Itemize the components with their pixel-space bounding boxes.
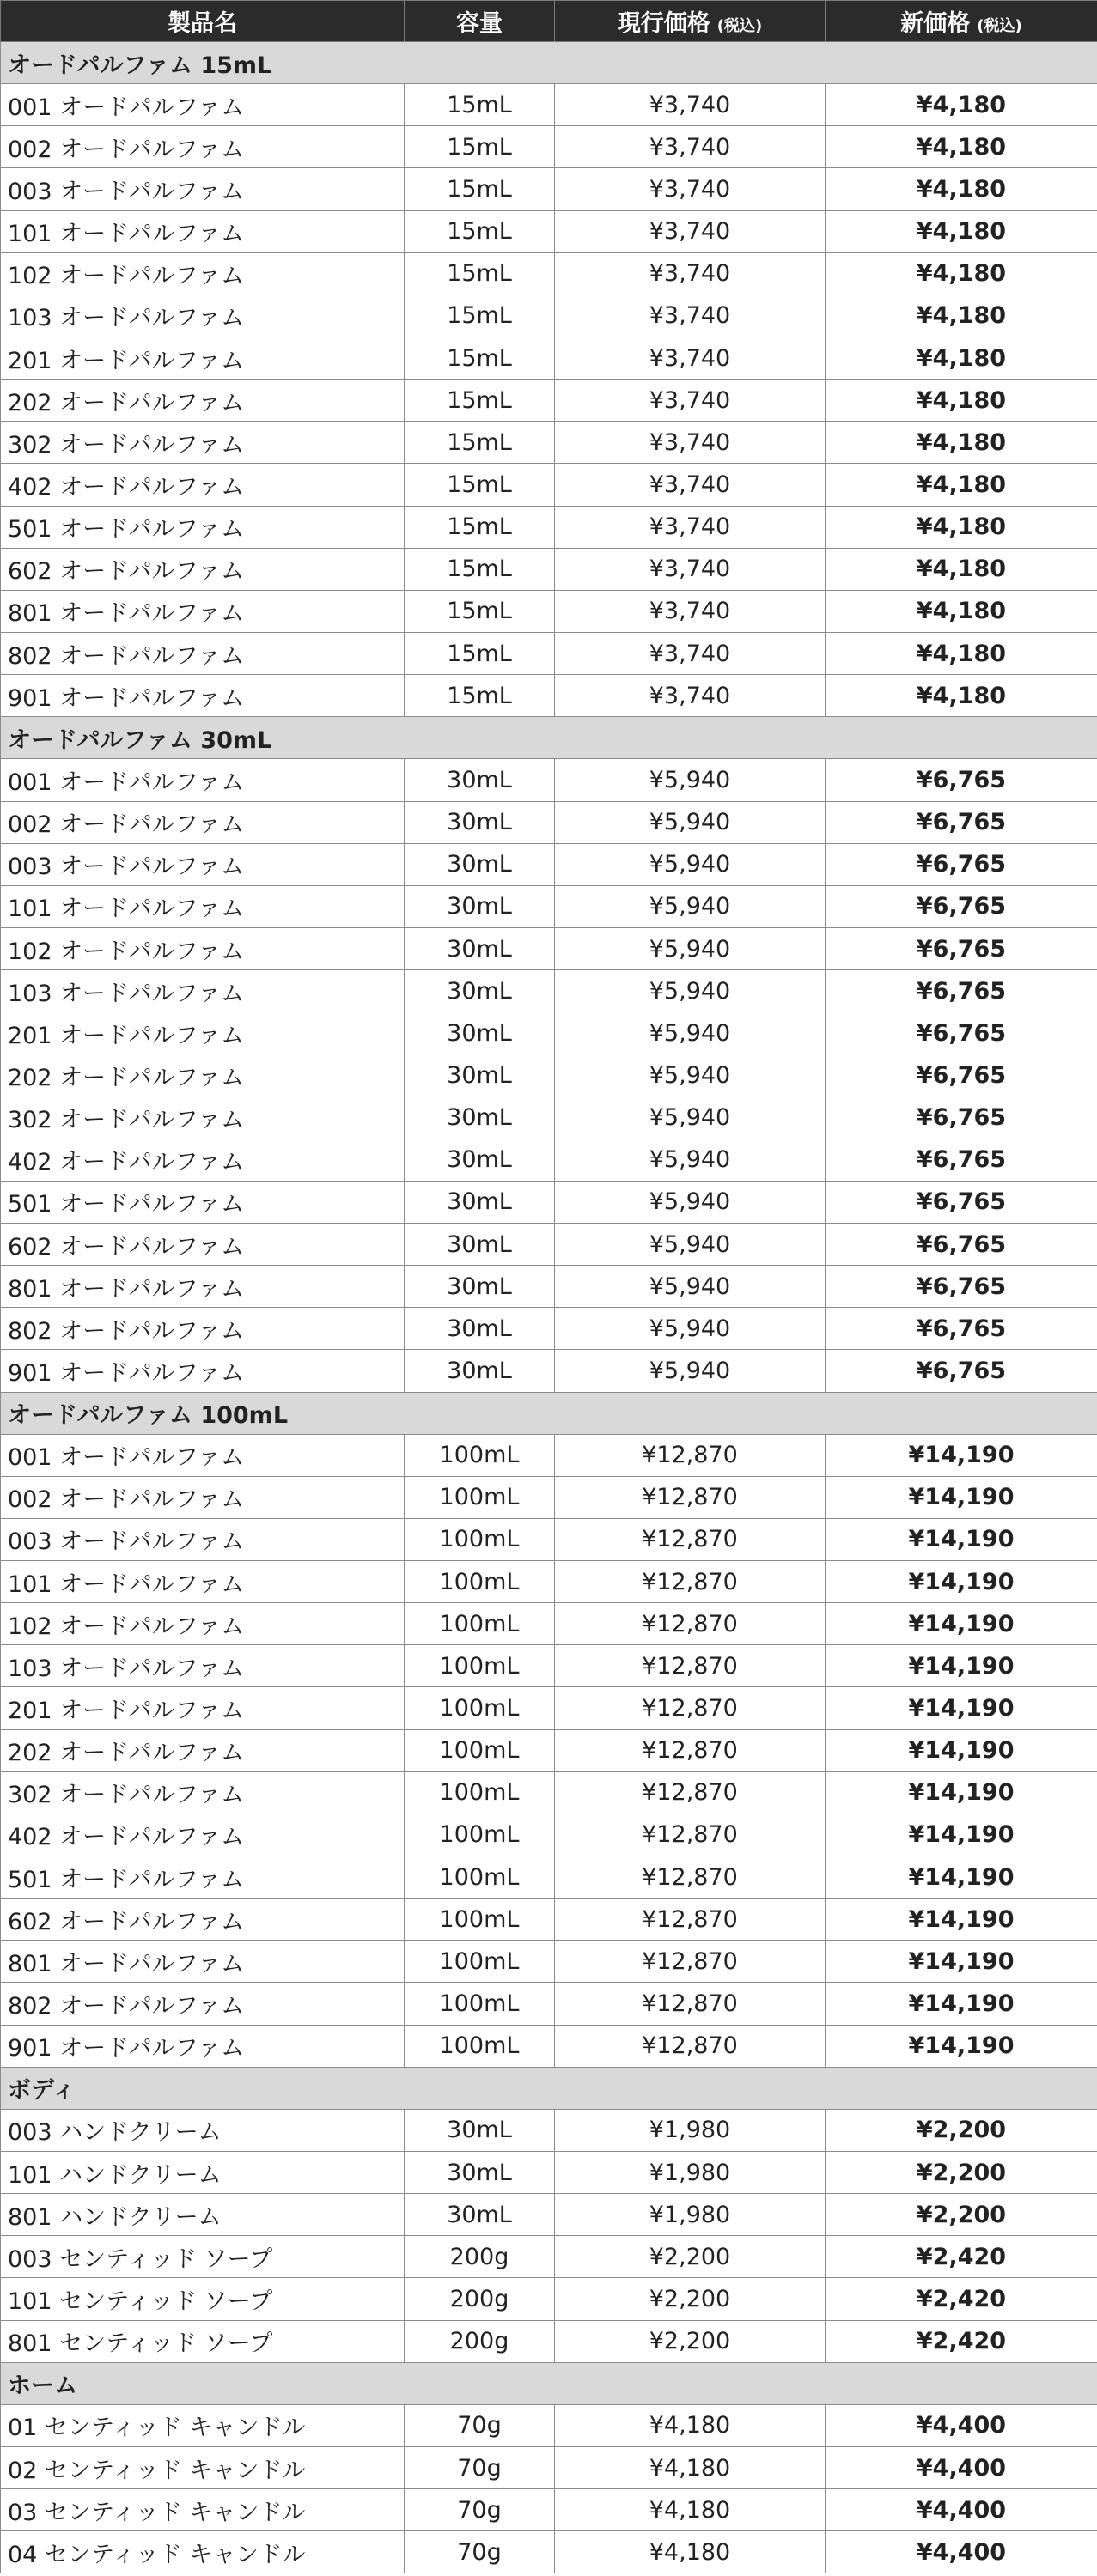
capacity-cell: 70g: [405, 2531, 555, 2573]
new-price-cell: ¥2,420: [826, 2320, 1097, 2362]
new-price-cell: ¥4,180: [826, 126, 1097, 168]
table-row: [1, 1518, 1097, 1560]
capacity-cell: 100mL: [405, 1899, 555, 1941]
header-new-price-note: (税込): [977, 17, 1022, 35]
table-row: [1, 2236, 1097, 2278]
table-row: [1, 1266, 1097, 1308]
table-row: [1, 210, 1097, 252]
table-row: [1, 801, 1097, 843]
table-row: [1, 590, 1097, 632]
section-row: [1, 42, 1097, 84]
current-price-cell: ¥12,870: [555, 2025, 826, 2067]
table-row: [1, 885, 1097, 927]
product-name-cell: 802 オードパルファム: [1, 632, 405, 674]
new-price-cell: ¥2,200: [826, 2152, 1097, 2194]
current-price-cell: ¥12,870: [555, 1561, 826, 1603]
product-name-cell: 201 オードパルファム: [1, 1687, 405, 1729]
capacity-cell: 100mL: [405, 1729, 555, 1771]
section-row: [1, 1392, 1097, 1434]
table-row: [1, 2489, 1097, 2531]
current-price-cell: ¥12,870: [555, 1729, 826, 1771]
new-price-cell: ¥14,190: [826, 1561, 1097, 1603]
product-name-cell: 801 センティッド ソープ: [1, 2320, 405, 2362]
current-price-cell: ¥2,200: [555, 2278, 826, 2320]
table-row: [1, 2194, 1097, 2236]
capacity-cell: 15mL: [405, 464, 555, 506]
current-price-cell: ¥5,940: [555, 1012, 826, 1054]
capacity-cell: 100mL: [405, 1983, 555, 2025]
product-name-cell: 602 オードパルファム: [1, 548, 405, 590]
current-price-cell: ¥3,740: [555, 337, 826, 379]
product-name-cell: 003 オードパルファム: [1, 168, 405, 210]
current-price-cell: ¥12,870: [555, 1687, 826, 1729]
capacity-cell: 30mL: [405, 1097, 555, 1139]
product-name-cell: 102 オードパルファム: [1, 927, 405, 969]
product-name-cell: 003 オードパルファム: [1, 1518, 405, 1560]
header-current-price: [555, 1, 826, 42]
new-price-cell: ¥4,180: [826, 632, 1097, 674]
current-price-cell: ¥3,740: [555, 632, 826, 674]
current-price-cell: ¥5,940: [555, 885, 826, 927]
new-price-cell: ¥14,190: [826, 1771, 1097, 1814]
product-name-cell: 602 オードパルファム: [1, 1223, 405, 1265]
new-price-cell: ¥4,180: [826, 252, 1097, 295]
current-price-cell: ¥1,980: [555, 2109, 826, 2151]
product-name-cell: 002 オードパルファム: [1, 801, 405, 843]
capacity-cell: 15mL: [405, 210, 555, 252]
new-price-cell: ¥6,765: [826, 1223, 1097, 1265]
new-price-cell: ¥14,190: [826, 1941, 1097, 1983]
product-name-cell: 501 オードパルファム: [1, 1181, 405, 1223]
product-name-cell: 01 センティッド キャンドル: [1, 2404, 405, 2446]
product-name-cell: 801 オードパルファム: [1, 1266, 405, 1308]
table-row: [1, 970, 1097, 1012]
table-row: [1, 1814, 1097, 1856]
capacity-cell: 30mL: [405, 1181, 555, 1223]
new-price-cell: ¥6,765: [826, 759, 1097, 801]
current-price-cell: ¥5,940: [555, 1181, 826, 1223]
current-price-cell: ¥12,870: [555, 1434, 826, 1476]
new-price-cell: ¥14,190: [826, 2025, 1097, 2067]
product-name-cell: 901 オードパルファム: [1, 2025, 405, 2067]
current-price-cell: ¥3,740: [555, 590, 826, 632]
capacity-cell: 15mL: [405, 380, 555, 422]
new-price-cell: ¥4,400: [826, 2404, 1097, 2446]
product-name-cell: 001 オードパルファム: [1, 84, 405, 126]
product-name-cell: 202 オードパルファム: [1, 1054, 405, 1097]
capacity-cell: 30mL: [405, 885, 555, 927]
new-price-cell: ¥2,420: [826, 2236, 1097, 2278]
current-price-cell: ¥5,940: [555, 927, 826, 969]
capacity-cell: 100mL: [405, 1771, 555, 1814]
current-price-cell: ¥12,870: [555, 1603, 826, 1645]
current-price-cell: ¥3,740: [555, 295, 826, 337]
capacity-cell: 30mL: [405, 1012, 555, 1054]
new-price-cell: ¥4,180: [826, 210, 1097, 252]
product-name-cell: 302 オードパルファム: [1, 1771, 405, 1814]
table-row: [1, 1097, 1097, 1139]
capacity-cell: 100mL: [405, 1603, 555, 1645]
table-row: [1, 380, 1097, 422]
table-row: [1, 1434, 1097, 1476]
current-price-cell: ¥3,740: [555, 422, 826, 464]
table-row: [1, 1687, 1097, 1729]
current-price-cell: ¥4,180: [555, 2489, 826, 2531]
capacity-cell: 15mL: [405, 590, 555, 632]
new-price-cell: ¥14,190: [826, 1899, 1097, 1941]
capacity-cell: 15mL: [405, 337, 555, 379]
new-price-cell: ¥6,765: [826, 1139, 1097, 1181]
table-row: [1, 632, 1097, 674]
capacity-cell: 15mL: [405, 675, 555, 717]
table-row: [1, 1223, 1097, 1265]
table-header: [1, 1, 1097, 42]
capacity-cell: 100mL: [405, 1561, 555, 1603]
product-name-cell: 101 オードパルファム: [1, 885, 405, 927]
new-price-cell: ¥4,180: [826, 464, 1097, 506]
product-name-cell: 04 センティッド キャンドル: [1, 2531, 405, 2573]
current-price-cell: ¥5,940: [555, 970, 826, 1012]
new-price-cell: ¥6,765: [826, 1012, 1097, 1054]
capacity-cell: 30mL: [405, 970, 555, 1012]
capacity-cell: 70g: [405, 2404, 555, 2446]
product-name-cell: 801 オードパルファム: [1, 590, 405, 632]
table-row: [1, 1645, 1097, 1687]
capacity-cell: 100mL: [405, 1476, 555, 1518]
new-price-cell: ¥6,765: [826, 885, 1097, 927]
product-name-cell: 002 オードパルファム: [1, 1476, 405, 1518]
current-price-cell: ¥3,740: [555, 548, 826, 590]
capacity-cell: 100mL: [405, 1814, 555, 1856]
current-price-cell: ¥4,180: [555, 2531, 826, 2573]
new-price-cell: ¥2,200: [826, 2109, 1097, 2151]
product-name-cell: 302 オードパルファム: [1, 1097, 405, 1139]
product-name-cell: 202 オードパルファム: [1, 380, 405, 422]
product-name-cell: 103 オードパルファム: [1, 1645, 405, 1687]
current-price-cell: ¥5,940: [555, 1223, 826, 1265]
capacity-cell: 70g: [405, 2447, 555, 2489]
current-price-cell: ¥12,870: [555, 1476, 826, 1518]
capacity-cell: 30mL: [405, 2152, 555, 2194]
product-name-cell: 102 オードパルファム: [1, 252, 405, 295]
table-row: [1, 1603, 1097, 1645]
product-name-cell: 101 オードパルファム: [1, 210, 405, 252]
new-price-cell: ¥4,180: [826, 380, 1097, 422]
table-row: [1, 1561, 1097, 1603]
table-body: [1, 42, 1097, 2573]
new-price-cell: ¥14,190: [826, 1476, 1097, 1518]
product-name-cell: 801 オードパルファム: [1, 1941, 405, 1983]
capacity-cell: 30mL: [405, 759, 555, 801]
new-price-cell: ¥6,765: [826, 801, 1097, 843]
table-row: [1, 2531, 1097, 2573]
current-price-cell: ¥3,740: [555, 506, 826, 548]
product-name-cell: 402 オードパルファム: [1, 1814, 405, 1856]
product-name-cell: 602 オードパルファム: [1, 1899, 405, 1941]
new-price-cell: ¥4,180: [826, 168, 1097, 210]
current-price-cell: ¥5,940: [555, 759, 826, 801]
table-row: [1, 927, 1097, 969]
capacity-cell: 30mL: [405, 1139, 555, 1181]
current-price-cell: ¥5,940: [555, 1308, 826, 1350]
product-name-cell: 03 センティッド キャンドル: [1, 2489, 405, 2531]
current-price-cell: ¥4,180: [555, 2404, 826, 2446]
table-row: [1, 1054, 1097, 1097]
product-name-cell: 201 オードパルファム: [1, 1012, 405, 1054]
current-price-cell: ¥12,870: [555, 1856, 826, 1899]
table-row: [1, 2320, 1097, 2362]
current-price-cell: ¥3,740: [555, 252, 826, 295]
capacity-cell: 100mL: [405, 1434, 555, 1476]
current-price-cell: ¥1,980: [555, 2152, 826, 2194]
table-row: [1, 759, 1097, 801]
table-row: [1, 252, 1097, 295]
current-price-cell: ¥3,740: [555, 380, 826, 422]
current-price-cell: ¥2,200: [555, 2236, 826, 2278]
table-row: [1, 2278, 1097, 2320]
product-name-cell: 002 オードパルファム: [1, 126, 405, 168]
capacity-cell: 15mL: [405, 506, 555, 548]
new-price-cell: ¥4,180: [826, 295, 1097, 337]
product-name-cell: 103 オードパルファム: [1, 295, 405, 337]
section-title: オードパルファム 15mL: [1, 42, 1097, 84]
current-price-cell: ¥5,940: [555, 843, 826, 885]
table-row: [1, 1771, 1097, 1814]
product-name-cell: 901 オードパルファム: [1, 675, 405, 717]
current-price-cell: ¥3,740: [555, 210, 826, 252]
product-name-cell: 302 オードパルファム: [1, 422, 405, 464]
new-price-cell: ¥14,190: [826, 1814, 1097, 1856]
capacity-cell: 30mL: [405, 1350, 555, 1392]
capacity-cell: 200g: [405, 2320, 555, 2362]
product-name-cell: 003 センティッド ソープ: [1, 2236, 405, 2278]
product-name-cell: 901 オードパルファム: [1, 1350, 405, 1392]
table-row: [1, 1899, 1097, 1941]
table-row: [1, 2152, 1097, 2194]
current-price-cell: ¥12,870: [555, 1814, 826, 1856]
current-price-cell: ¥5,940: [555, 801, 826, 843]
table-row: [1, 422, 1097, 464]
table-row: [1, 506, 1097, 548]
product-name-cell: 801 ハンドクリーム: [1, 2194, 405, 2236]
capacity-cell: 100mL: [405, 1645, 555, 1687]
new-price-cell: ¥4,180: [826, 506, 1097, 548]
current-price-cell: ¥3,740: [555, 168, 826, 210]
capacity-cell: 15mL: [405, 632, 555, 674]
new-price-cell: ¥4,180: [826, 422, 1097, 464]
current-price-cell: ¥3,740: [555, 84, 826, 126]
capacity-cell: 30mL: [405, 1266, 555, 1308]
capacity-cell: 70g: [405, 2489, 555, 2531]
header-new-price: [826, 1, 1097, 42]
table-row: [1, 1308, 1097, 1350]
table-row: [1, 1941, 1097, 1983]
new-price-cell: ¥4,180: [826, 548, 1097, 590]
current-price-cell: ¥12,870: [555, 1518, 826, 1560]
new-price-cell: ¥4,180: [826, 337, 1097, 379]
new-price-cell: ¥14,190: [826, 1729, 1097, 1771]
capacity-cell: 30mL: [405, 1223, 555, 1265]
current-price-cell: ¥4,180: [555, 2447, 826, 2489]
table-row: [1, 295, 1097, 337]
product-name-cell: 101 オードパルファム: [1, 1561, 405, 1603]
section-title: オードパルファム 100mL: [1, 1392, 1097, 1434]
header-current-price-note: (税込): [716, 17, 763, 35]
capacity-cell: 100mL: [405, 1687, 555, 1729]
capacity-cell: 15mL: [405, 168, 555, 210]
current-price-cell: ¥12,870: [555, 1899, 826, 1941]
new-price-cell: ¥14,190: [826, 1434, 1097, 1476]
product-name-cell: 202 オードパルファム: [1, 1729, 405, 1771]
product-name-cell: 501 オードパルファム: [1, 506, 405, 548]
table-row: [1, 2447, 1097, 2489]
current-price-cell: ¥12,870: [555, 1645, 826, 1687]
product-name-cell: 103 オードパルファム: [1, 970, 405, 1012]
new-price-cell: ¥14,190: [826, 1518, 1097, 1560]
new-price-cell: ¥14,190: [826, 1603, 1097, 1645]
capacity-cell: 100mL: [405, 1856, 555, 1899]
product-name-cell: 501 オードパルファム: [1, 1856, 405, 1899]
product-name-cell: 802 オードパルファム: [1, 1308, 405, 1350]
current-price-cell: ¥5,940: [555, 1054, 826, 1097]
new-price-cell: ¥6,765: [826, 1350, 1097, 1392]
current-price-cell: ¥3,740: [555, 675, 826, 717]
header-row: [1, 1, 1097, 42]
new-price-cell: ¥6,765: [826, 1308, 1097, 1350]
section-title: オードパルファム 30mL: [1, 717, 1097, 759]
product-name-cell: 101 ハンドクリーム: [1, 2152, 405, 2194]
table-row: [1, 464, 1097, 506]
product-name-cell: 201 オードパルファム: [1, 337, 405, 379]
table-row: [1, 126, 1097, 168]
capacity-cell: 30mL: [405, 801, 555, 843]
product-name-cell: 102 オードパルファム: [1, 1603, 405, 1645]
table-row: [1, 548, 1097, 590]
table-row: [1, 2025, 1097, 2067]
new-price-cell: ¥6,765: [826, 927, 1097, 969]
table-row: [1, 337, 1097, 379]
header-capacity: [405, 1, 555, 42]
capacity-cell: 15mL: [405, 126, 555, 168]
product-name-cell: 001 オードパルファム: [1, 759, 405, 801]
current-price-cell: ¥12,870: [555, 1771, 826, 1814]
table-row: [1, 2404, 1097, 2446]
capacity-cell: 200g: [405, 2236, 555, 2278]
new-price-cell: ¥4,400: [826, 2489, 1097, 2531]
capacity-cell: 100mL: [405, 2025, 555, 2067]
product-name-cell: 101 センティッド ソープ: [1, 2278, 405, 2320]
product-name-cell: 802 オードパルファム: [1, 1983, 405, 2025]
new-price-cell: ¥14,190: [826, 1645, 1097, 1687]
table-row: [1, 843, 1097, 885]
capacity-cell: 15mL: [405, 84, 555, 126]
header-product: [1, 1, 405, 42]
capacity-cell: 200g: [405, 2278, 555, 2320]
new-price-cell: ¥4,180: [826, 675, 1097, 717]
new-price-cell: ¥6,765: [826, 970, 1097, 1012]
capacity-cell: 15mL: [405, 422, 555, 464]
current-price-cell: ¥5,940: [555, 1266, 826, 1308]
new-price-cell: ¥4,400: [826, 2531, 1097, 2573]
section-row: [1, 2362, 1097, 2404]
current-price-cell: ¥1,980: [555, 2194, 826, 2236]
new-price-cell: ¥6,765: [826, 1266, 1097, 1308]
current-price-cell: ¥12,870: [555, 1983, 826, 2025]
current-price-cell: ¥3,740: [555, 464, 826, 506]
product-name-cell: 402 オードパルファム: [1, 1139, 405, 1181]
section-row: [1, 717, 1097, 759]
current-price-cell: ¥12,870: [555, 1941, 826, 1983]
table-row: [1, 1350, 1097, 1392]
product-name-cell: 02 センティッド キャンドル: [1, 2447, 405, 2489]
section-row: [1, 2067, 1097, 2109]
new-price-cell: ¥6,765: [826, 1054, 1097, 1097]
new-price-cell: ¥6,765: [826, 843, 1097, 885]
table-row: [1, 675, 1097, 717]
new-price-cell: ¥14,190: [826, 1687, 1097, 1729]
new-price-cell: ¥2,420: [826, 2278, 1097, 2320]
capacity-cell: 30mL: [405, 2194, 555, 2236]
header-current-price-label: 現行価格: [617, 10, 710, 37]
capacity-cell: 30mL: [405, 1308, 555, 1350]
table-row: [1, 1012, 1097, 1054]
table-row: [1, 1729, 1097, 1771]
table-row: [1, 1181, 1097, 1223]
new-price-cell: ¥4,180: [826, 84, 1097, 126]
capacity-cell: 30mL: [405, 843, 555, 885]
current-price-cell: ¥3,740: [555, 126, 826, 168]
capacity-cell: 30mL: [405, 2109, 555, 2151]
current-price-cell: ¥5,940: [555, 1097, 826, 1139]
capacity-cell: 15mL: [405, 295, 555, 337]
product-name-cell: 001 オードパルファム: [1, 1434, 405, 1476]
new-price-cell: ¥4,400: [826, 2447, 1097, 2489]
section-title: ボディ: [1, 2067, 1097, 2109]
table-row: [1, 168, 1097, 210]
new-price-cell: ¥2,200: [826, 2194, 1097, 2236]
capacity-cell: 100mL: [405, 1518, 555, 1560]
capacity-cell: 15mL: [405, 252, 555, 295]
current-price-cell: ¥2,200: [555, 2320, 826, 2362]
product-name-cell: 402 オードパルファム: [1, 464, 405, 506]
header-capacity-label: 容量: [456, 10, 503, 37]
table-row: [1, 1983, 1097, 2025]
new-price-cell: ¥14,190: [826, 1856, 1097, 1899]
current-price-cell: ¥5,940: [555, 1350, 826, 1392]
product-name-cell: 003 ハンドクリーム: [1, 2109, 405, 2151]
new-price-cell: ¥4,180: [826, 590, 1097, 632]
capacity-cell: 15mL: [405, 548, 555, 590]
table-row: [1, 1476, 1097, 1518]
table-row: [1, 1139, 1097, 1181]
header-product-label: 製品名: [168, 10, 237, 37]
current-price-cell: ¥5,940: [555, 1139, 826, 1181]
capacity-cell: 30mL: [405, 927, 555, 969]
table-row: [1, 2109, 1097, 2151]
new-price-cell: ¥6,765: [826, 1097, 1097, 1139]
table-row: [1, 1856, 1097, 1899]
new-price-cell: ¥14,190: [826, 1983, 1097, 2025]
header-new-price-label: 新価格: [900, 10, 971, 37]
new-price-cell: ¥6,765: [826, 1181, 1097, 1223]
capacity-cell: 30mL: [405, 1054, 555, 1097]
product-name-cell: 003 オードパルファム: [1, 843, 405, 885]
capacity-cell: 100mL: [405, 1941, 555, 1983]
section-title: ホーム: [1, 2362, 1097, 2404]
table-row: [1, 84, 1097, 126]
